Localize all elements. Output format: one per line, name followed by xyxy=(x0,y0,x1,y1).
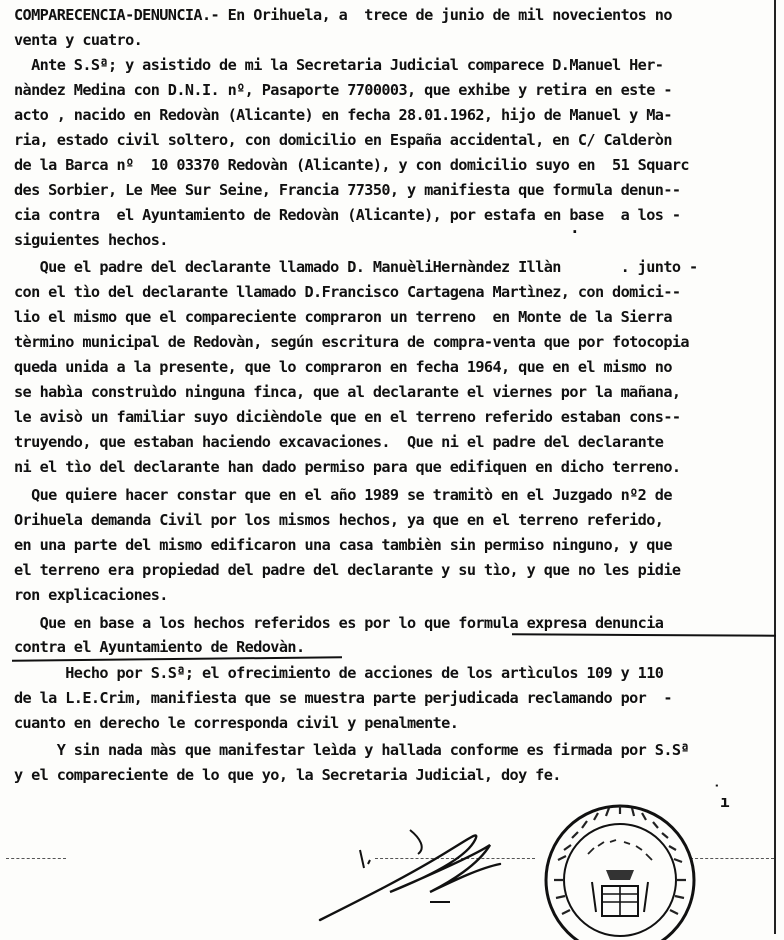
signature-line xyxy=(6,858,66,859)
text-line: ria, estado civil soltero, con domicilio en España accidental, en C/ Calderòn xyxy=(14,131,672,149)
text-line: Ante S.Sª; y asistido de mi la Secretaria Judicial comparece D.Manuel Her- xyxy=(14,56,664,74)
text-line: Orihuela demanda Civil por los mismos hechos, ya que en el terreno referido, xyxy=(14,511,664,529)
text-line: siguientes hechos. xyxy=(14,231,168,249)
text-line: el terreno era propiedad del padre del declarante y su tìo, y que no les pidie xyxy=(14,561,681,579)
text-line: de la L.E.Crim, manifiesta que se muestra parte perjudicada reclamando por - xyxy=(14,689,672,707)
text-line: y el compareciente de lo que yo, la Secretaria Judicial, doy fe. xyxy=(14,766,561,784)
text-line: lio el mismo que el compareciente compraron un terreno en Monte de la Sierra xyxy=(14,308,672,326)
ink-speck: · xyxy=(570,222,580,241)
text-line: le avisò un familiar suyo dicièndole que en el terreno referido estaban cons-- xyxy=(14,408,681,426)
text-line: ron explicaciones. xyxy=(14,586,168,604)
text-line: tèrmino municipal de Redovàn, según escritura de compra-venta que por fotocopia xyxy=(14,333,689,351)
court-seal-icon xyxy=(540,790,700,940)
text-line: queda unida a la presente, que lo compraron en fecha 1964, que en el mismo no xyxy=(14,358,672,376)
text-line: en una parte del mismo edificaron una casa tambièn sin permiso ninguno, y que xyxy=(14,536,672,554)
text-line: cia contra el Ayuntamiento de Redovàn (Alicante), por estafa en base a los - xyxy=(14,206,681,224)
ink-speck: ˙ xyxy=(712,782,722,801)
text-line: ni el tìo del declarante han dado permiso para que edifiquen en dicho terreno. xyxy=(14,458,681,476)
text-line: Que el padre del declarante llamado D. ManuèliHernàndez Illàn . junto - xyxy=(14,258,698,276)
text-line: truyendo, que estaban haciendo excavaciones. Que ni el padre del declarante xyxy=(14,433,664,451)
text-line: Y sin nada màs que manifestar leìda y hallada conforme es firmada por S.Sª xyxy=(14,741,689,759)
text-line: con el tìo del declarante llamado D.Francisco Cartagena Martìnez, con domici-- xyxy=(14,283,681,301)
text-line: COMPARECENCIA-DENUNCIA.- En Orihuela, a trece de junio de mil novecientos no xyxy=(14,6,672,24)
text-line: nàndez Medina con D.N.I. nº, Pasaporte 7700003, que exhibe y retira en este - xyxy=(14,81,672,99)
signature-line xyxy=(690,858,774,859)
text-line: Hecho por S.Sª; el ofrecimiento de acciones de los artìculos 109 y 110 xyxy=(14,664,664,682)
text-line: des Sorbier, Le Mee Sur Seine, Francia 77350, y manifiesta que formula denun-- xyxy=(14,181,681,199)
ink-speck: ı xyxy=(720,792,730,811)
signature-icon xyxy=(300,820,520,932)
text-line: contra el Ayuntamiento de Redovàn. xyxy=(14,638,305,656)
text-line: venta y cuatro. xyxy=(14,31,143,49)
text-line: se habìa construìdo ninguna finca, que al declarante el viernes por la mañana, xyxy=(14,383,681,401)
text-line: Que quiere hacer constar que en el año 1989 se tramitò en el Juzgado nº2 de xyxy=(14,486,672,504)
text-line: de la Barca nº 10 03370 Redovàn (Alicante), y con domicilio suyo en 51 Squarc xyxy=(14,156,689,174)
text-line: Que en base a los hechos referidos es por lo que formula expresa denuncia xyxy=(14,614,664,632)
text-line: acto , nacido en Redovàn (Alicante) en fecha 28.01.1962, hijo de Manuel y Ma- xyxy=(14,106,672,124)
text-line: cuanto en derecho le corresponda civil y penalmente. xyxy=(14,714,459,732)
